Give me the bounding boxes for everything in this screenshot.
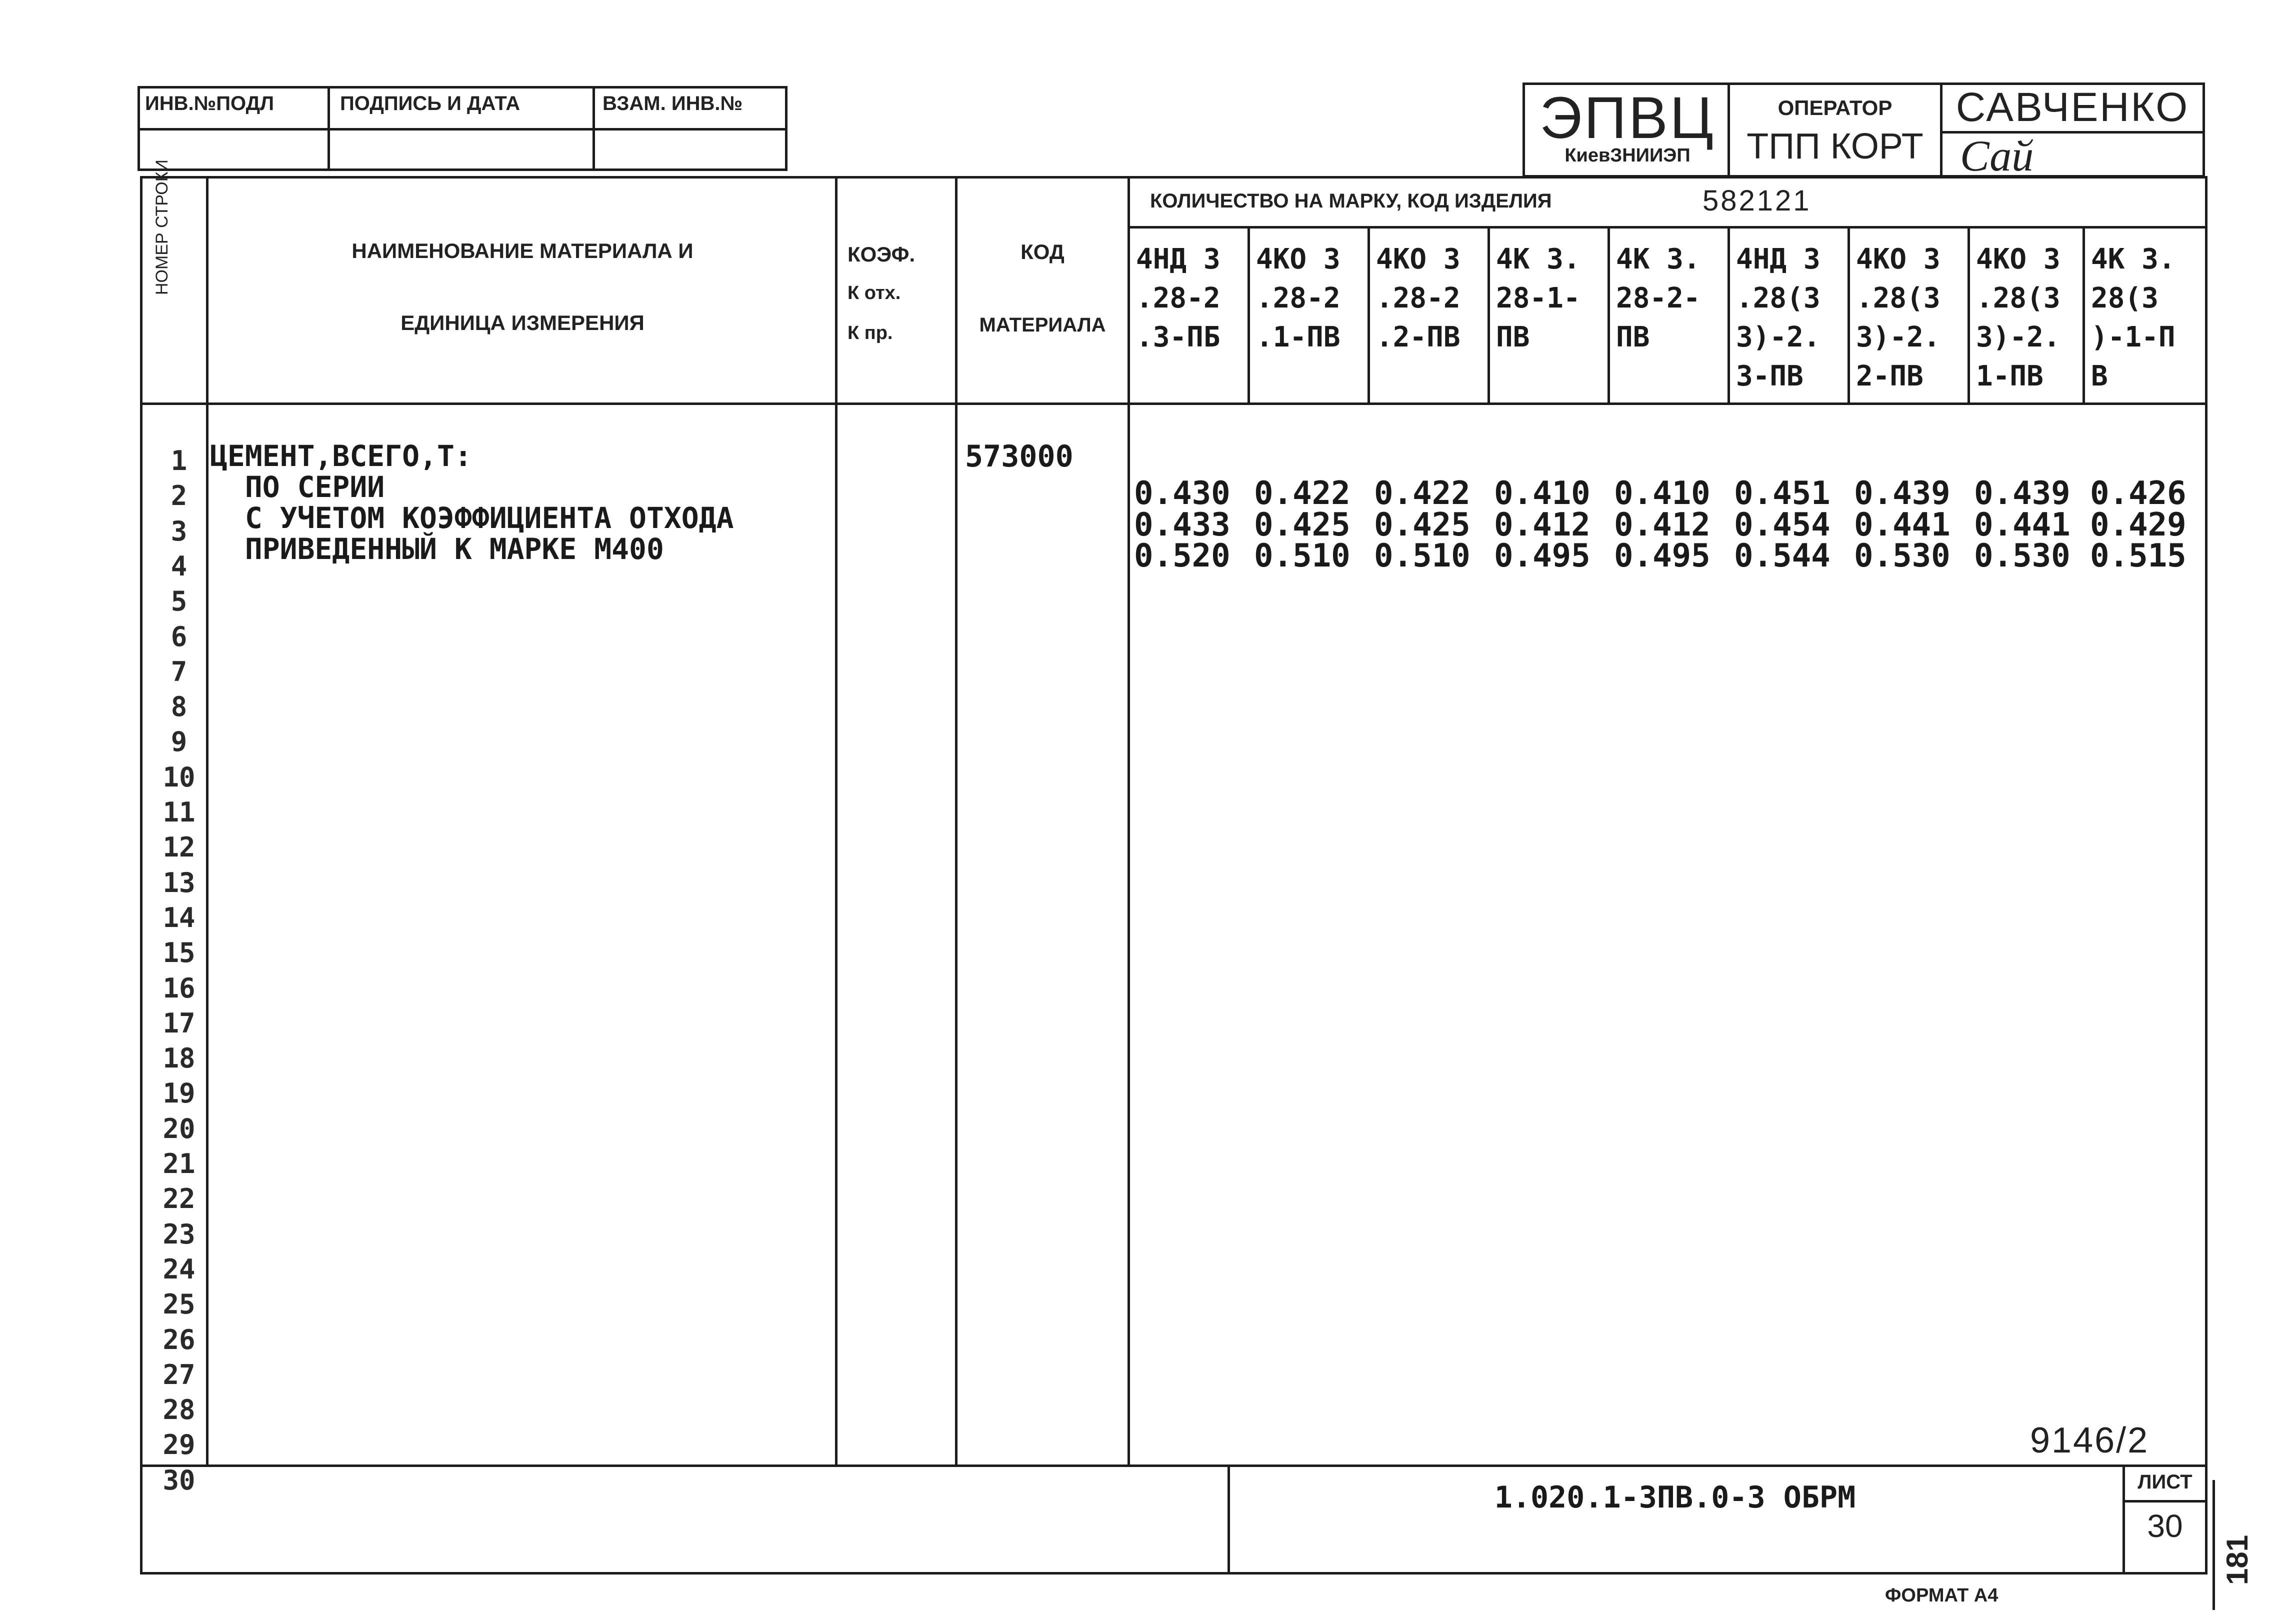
material-line: ПРИВЕДЕННЫЙ К МАРКЕ М400 <box>210 532 664 566</box>
row-number: 28 <box>162 1394 196 1426</box>
unit-header: ЕДИНИЦА ИЗМЕРЕНИЯ <box>400 311 644 334</box>
material-code-header: МАТЕРИАЛА <box>979 314 1106 336</box>
quantity-value: 0.433 <box>1134 506 1230 544</box>
product-code-line: .28(3 <box>1856 282 1940 314</box>
quantity-value: 0.544 <box>1734 538 1830 574</box>
product-code-line: .28(3 <box>1736 282 1820 314</box>
product-code-line: 4КО 3 <box>1856 243 1940 276</box>
row-number: 27 <box>162 1359 196 1390</box>
product-code-cell <box>1731 240 1854 400</box>
margin-rule <box>2212 1480 2215 1610</box>
product-code-line: 4НД 3 <box>1136 243 1220 276</box>
quantity-value: 0.410 <box>1614 475 1710 512</box>
coefficient-reduction: К пр. <box>848 322 893 344</box>
row-number: 9 <box>170 726 188 758</box>
row-number: 13 <box>162 867 196 898</box>
product-code-line: 28-2- <box>1616 282 1700 314</box>
product-code-line: 4КО 3 <box>1376 243 1460 276</box>
product-code-line: 4К 3. <box>1616 243 1700 276</box>
quantity-value: 0.412 <box>1614 506 1710 544</box>
material-line: С УЧЕТОМ КОЭФФИЦИЕНТА ОТХОДА <box>210 501 734 535</box>
document-code: 1.020.1-ЗПВ.0-3 ОБРМ <box>1494 1480 1856 1515</box>
product-code-line: 28(3 <box>2091 282 2158 314</box>
quantity-value: 0.530 <box>1854 538 1950 574</box>
product-code-cell <box>1851 240 1974 400</box>
quantity-value: 0.454 <box>1734 506 1830 544</box>
product-code-line: 3)-2. <box>1976 321 2060 354</box>
column-rule <box>206 176 208 1467</box>
quantity-value: 0.425 <box>1254 506 1350 544</box>
product-code-line: .28-2 <box>1136 282 1220 314</box>
column-rule <box>835 176 838 1467</box>
quantity-value: 0.439 <box>1974 475 2070 512</box>
row-number: 19 <box>162 1078 196 1109</box>
product-code-line: ПВ <box>1496 321 1530 354</box>
product-code-line: 3)-2. <box>1736 321 1820 354</box>
code-header: КОД <box>1020 240 1064 264</box>
product-code-line: 1-ПВ <box>1976 360 2044 392</box>
quantity-value: 0.530 <box>1974 538 2070 574</box>
product-code-line: .28(3 <box>1976 282 2060 314</box>
header-rule <box>140 402 2208 405</box>
product-code-line: 4КО 3 <box>1976 243 2060 276</box>
quantity-value: 0.430 <box>1134 475 1230 512</box>
quantity-header: КОЛИЧЕСТВО НА МАРКУ, КОД ИЗДЕЛИЯ <box>1150 190 1552 212</box>
sheet-label: ЛИСТ <box>2138 1471 2192 1493</box>
row-number: 8 <box>170 691 188 722</box>
product-code-line: 4КО 3 <box>1256 243 1340 276</box>
quantity-subheader-rule <box>1128 226 2208 228</box>
product-code-cell <box>1371 240 1494 400</box>
product-code-cell <box>2086 240 2210 400</box>
row-number: 17 <box>162 1008 196 1039</box>
row-number: 2 <box>170 480 188 512</box>
row-number: 5 <box>170 586 188 617</box>
row-number: 30 <box>162 1464 196 1496</box>
product-code-line: ПВ <box>1616 321 1650 354</box>
product-code-line: 28-1- <box>1496 282 1580 314</box>
row-number: 26 <box>162 1324 196 1356</box>
product-code-line: .28-2 <box>1256 282 1340 314</box>
row-number: 24 <box>162 1254 196 1285</box>
quantity-value: 0.510 <box>1374 538 1470 574</box>
quantity-value: 0.515 <box>2090 538 2186 574</box>
row-number: 21 <box>162 1148 196 1180</box>
column-rule <box>1128 176 1130 1467</box>
product-code-line: 4НД 3 <box>1736 243 1820 276</box>
operator-signature: Сай <box>1960 132 2034 180</box>
drawing-number: 9146/2 <box>2030 1420 2150 1460</box>
org-name: ЭПВЦ <box>1540 85 1716 151</box>
product-code: 582121 <box>1702 184 1812 217</box>
operator-dept: ТПП КОРТ <box>1746 126 1924 166</box>
stamp-divider <box>592 86 595 171</box>
replaced-inv-label: ВЗАМ. ИНВ.№ <box>602 92 743 114</box>
product-code-cell <box>1491 240 1614 400</box>
quantity-value: 0.429 <box>2090 506 2186 544</box>
quantity-value: 0.425 <box>1374 506 1470 544</box>
product-code-line: 2-ПВ <box>1856 360 1924 392</box>
column-rule <box>955 176 958 1467</box>
org-subname: КиевЗНИИЭП <box>1564 145 1690 166</box>
product-code-line: 3)-2. <box>1856 321 1940 354</box>
quantity-value: 0.426 <box>2090 475 2186 512</box>
stamp-divider <box>328 86 330 171</box>
product-code-cell <box>1251 240 1374 400</box>
product-code-line: .1-ПВ <box>1256 321 1340 354</box>
row-number: 18 <box>162 1042 196 1074</box>
coefficient-waste: К отх. <box>848 282 901 304</box>
operator-name: САВЧЕНКО <box>1956 84 2190 130</box>
quantity-value: 0.510 <box>1254 538 1350 574</box>
signature-date-label: ПОДПИСЬ И ДАТА <box>340 92 520 114</box>
coefficient-header: КОЭФ. <box>848 242 916 266</box>
row-number: 29 <box>162 1429 196 1460</box>
material-code: 573000 <box>965 439 1074 474</box>
inv-no-label: ИНВ.№ПОДЛ <box>145 92 274 114</box>
footer-divider <box>2122 1500 2208 1502</box>
product-code-line: 4К 3. <box>2091 243 2176 276</box>
row-number: 7 <box>170 656 188 688</box>
product-code-line: В <box>2091 360 2108 392</box>
quantity-value: 0.520 <box>1134 538 1230 574</box>
quantity-value: 0.412 <box>1494 506 1590 544</box>
quantity-value: 0.451 <box>1734 475 1830 512</box>
row-number: 3 <box>170 516 188 547</box>
row-number: 14 <box>162 902 196 934</box>
quantity-value: 0.422 <box>1374 475 1470 512</box>
row-number: 12 <box>162 832 196 863</box>
sheet-number: 30 <box>2147 1508 2183 1544</box>
row-number: 6 <box>170 621 188 652</box>
row-number: 1 <box>170 445 188 476</box>
quantity-value: 0.441 <box>1854 506 1950 544</box>
stamp-divider <box>138 128 788 130</box>
title-divider <box>1940 82 1942 178</box>
product-code-cell <box>1971 240 2094 400</box>
title-divider <box>1728 82 1730 178</box>
side-mark: 181 <box>2220 1534 2254 1585</box>
material-line: ПО СЕРИИ <box>210 470 385 504</box>
row-number: 20 <box>162 1113 196 1144</box>
row-number: 16 <box>162 972 196 1004</box>
product-code-line: .28-2 <box>1376 282 1460 314</box>
quantity-value: 0.439 <box>1854 475 1950 512</box>
quantity-value: 0.410 <box>1494 475 1590 512</box>
row-number: 11 <box>162 796 196 828</box>
product-code-cell <box>1611 240 1734 400</box>
material-line: ЦЕМЕНТ,ВСЕГО,Т: <box>210 439 472 473</box>
product-code-line: .2-ПВ <box>1376 321 1460 354</box>
row-number: 4 <box>170 550 188 582</box>
row-number: 15 <box>162 937 196 968</box>
product-code-cell <box>1131 240 1254 400</box>
row-number: 10 <box>162 762 196 793</box>
quantity-value: 0.422 <box>1254 475 1350 512</box>
row-number-header: НОМЕР СТРОКИ <box>152 160 172 295</box>
row-number: 22 <box>162 1183 196 1214</box>
product-code-line: 4К 3. <box>1496 243 1580 276</box>
product-code-line: 3-ПВ <box>1736 360 1804 392</box>
operator-label: ОПЕРАТОР <box>1778 96 1892 120</box>
row-number: 23 <box>162 1218 196 1250</box>
format-label: ФОРМАТ А4 <box>1885 1585 1998 1606</box>
row-number: 25 <box>162 1288 196 1320</box>
product-code-line: )-1-П <box>2091 321 2176 354</box>
quantity-value: 0.495 <box>1494 538 1590 574</box>
product-code-line: .3-ПБ <box>1136 321 1220 354</box>
quantity-value: 0.495 <box>1614 538 1710 574</box>
material-header: НАИМЕНОВАНИЕ МАТЕРИАЛА И <box>352 239 694 262</box>
quantity-value: 0.441 <box>1974 506 2070 544</box>
